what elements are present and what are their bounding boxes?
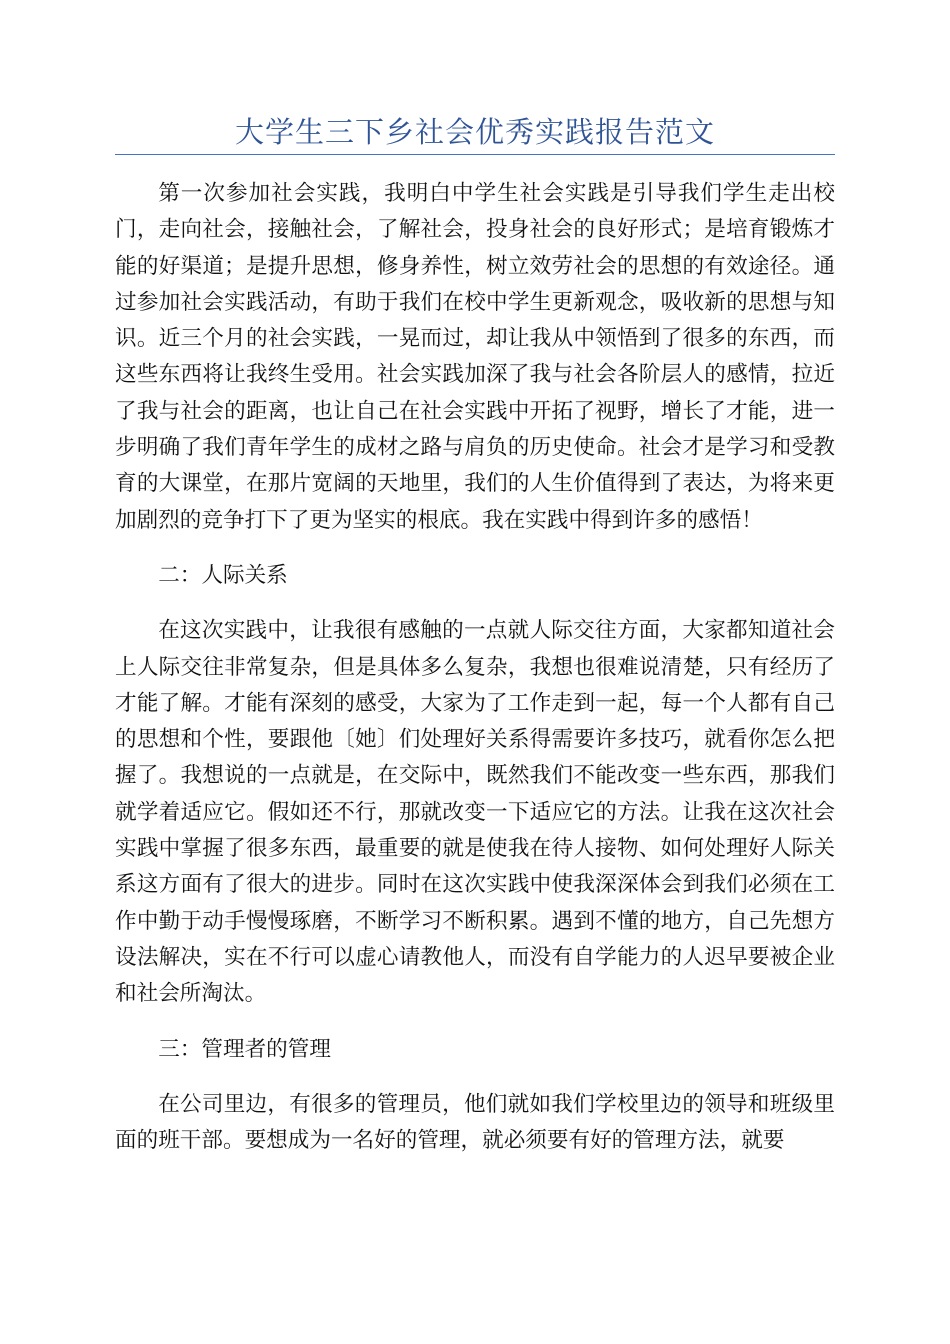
- paragraph-interpersonal: 在这次实践中，让我很有感触的一点就人际交往方面，大家都知道社会上人际交往非常复杂，但是具体多么复杂，我想也很难说清楚，只有经历了才能了解。才能有深刻的感受，大家为了工作走到一起，每一个人都有自己的思想和个性，要跟他〔她〕们处理好关系得需要许多技巧，就看你怎么把握了。我想说的一点就是，在交际中，既然我们不能改变一些东西，那我们就学着适应它。假如还不行，那就改变一下适应它的方法。让我在这次社会实践中掌握了很多东西，最重要的就是使我在待人接物、如何处理好人际关系这方面有了很大的进步。同时在这次实践中使我深深体会到我们必须在工作中勤于动手慢慢琢磨，不断学习不断积累。遇到不懂的地方，自己先想方设法解决，实在不行可以虚心请教他人，而没有自学能力的人迟早要被企业和社会所淘汰。: [115, 618, 835, 1007]
- paragraph-management: 在公司里边，有很多的管理员，他们就如我们学校里边的领导和班级里面的班干部。要想成为一名好的管理，就必须要有好的管理方法，就要: [115, 1091, 835, 1154]
- paragraph-intro: 第一次参加社会实践，我明白中学生社会实践是引导我们学生走出校门，走向社会，接触社会，了解社会，投身社会的良好形式；是培育锻炼才能的好渠道；是提升思想，修身养性，树立效劳社会的思想的有效途径。通过参加社会实践活动，有助于我们在校中学生更新观念，吸收新的思想与知识。近三个月的社会实践，一晃而过，却让我从中领悟到了很多的东西，而这些东西将让我终生受用。社会实践加深了我与社会各阶层人的感情，拉近了我与社会的距离，也让自己在社会实践中开拓了视野，增长了才能，进一步明确了我们青年学生的成材之路与肩负的历史使命。社会才是学习和受教育的大课堂，在那片宽阔的天地里，我们的人生价值得到了表达，为将来更加剧烈的竞争打下了更为坚实的根底。我在实践中得到许多的感悟！: [115, 181, 835, 533]
- document-title: 大学生三下乡社会优秀实践报告范文: [234, 115, 715, 149]
- section-heading-management: 三：管理者的管理: [158, 1036, 331, 1062]
- document-body: [115, 176, 835, 1178]
- title-underline: [115, 154, 835, 155]
- section-heading-interpersonal: 二：人际关系: [158, 562, 288, 588]
